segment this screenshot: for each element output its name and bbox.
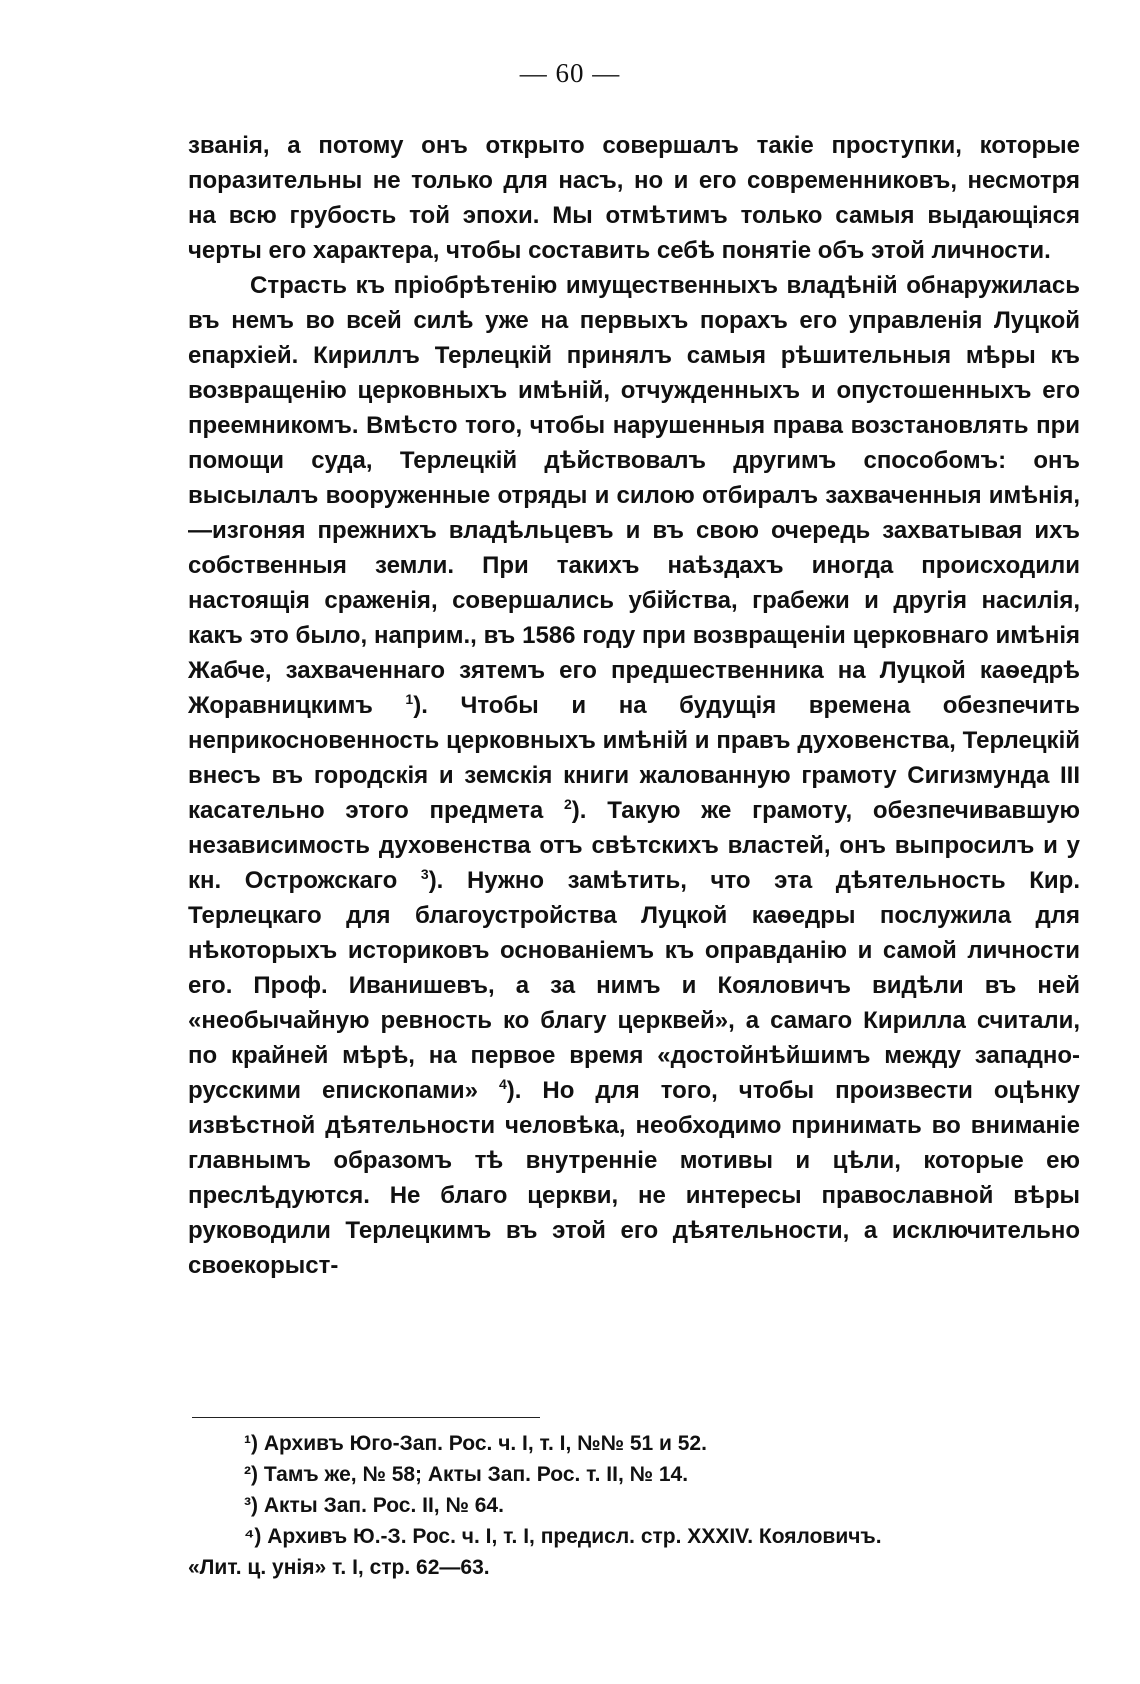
footnotes [188, 1428, 1080, 1583]
footnote-text: «Лит. ц. унія» т. I, стр. 62—63. [188, 1556, 490, 1579]
paragraph-2-part-4: ). Нужно замѣтить, что эта дѣятельность Кир. Терлецкаго для благоустройства Луцкой каѳедры послужила для нѣкоторыхъ историковъ основаніемъ къ оправданію и самой личности его. Проф. Иванишевъ, а за нимъ и Кояловичъ видѣли въ ней «необычайную ревность ко благу церквей», а самаго Кирилла считали, по крайней мѣрѣ, на первое время «достойнѣйшимъ между западно-русскими епископами» [188, 867, 1081, 1104]
footnote-text: Архивъ Ю.-З. Рос. ч. I, т. I, предисл. стр. XXXIV. Кояловичъ. [261, 1525, 882, 1548]
footnote-4-continuation [188, 1552, 1080, 1583]
footnote-ref-2: 2 [563, 796, 572, 812]
footnote-1 [188, 1428, 1080, 1459]
footnote-ref-4: 4 [498, 1076, 507, 1092]
paragraph-2-part-5: ). Но для того, чтобы произвести оцѣнку извѣстной дѣятельности человѣка, необходимо принимать во вниманіе главнымъ образомъ тѣ внутренніе мотивы и цѣли, которые ею преслѣдуются. Не благо церкви, не интересы православной вѣры руководили Терлецкимъ въ этой его дѣятельности, а исключительно своекорыст- [188, 1077, 1080, 1279]
paragraph-1: званія, а потому онъ открыто совершалъ такіе проступки, которые поразительны не только для насъ, но и его современниковъ, несмотря на всю грубость той эпохи. Мы отмѣтимъ только самыя выдающіяся черты его характера, чтобы составить себѣ понятіе объ этой личности. [188, 132, 1080, 264]
footnote-2 [188, 1459, 1080, 1490]
paragraph-2-part-3: ). Такую же грамоту, обезпечивавшую независимость духовенства отъ свѣтскихъ властей, онъ выпросилъ и у кн. Острожскаго [188, 797, 1080, 894]
footnote-text: Акты Зап. Рос. II, № 64. [258, 1494, 504, 1517]
footnote-text: Архивъ Юго-Зап. Рос. ч. I, т. I, №№ 51 и 52. [258, 1432, 707, 1455]
footnote-mark: ²) [244, 1463, 258, 1486]
body-text [188, 128, 1080, 1283]
footnote-4 [188, 1521, 1080, 1552]
paragraph-2-part-2: ). Чтобы и на будущія времена обезпечить неприкосновенность церковныхъ имѣній и правъ духовенства, Терлецкій внесъ въ городскія и земскія книги жалованную грамоту Сигизмунда III касательно этого предмета [188, 692, 1080, 824]
footnote-mark: ¹) [244, 1432, 258, 1455]
footnote-ref-3: 3 [420, 866, 429, 882]
paragraph-2-part-1: Страсть къ пріобрѣтенію имущественныхъ владѣній обнаружилась въ немъ во всей силѣ уже на первыхъ порахъ его управленія Луцкой епархіей. Кириллъ Терлецкій принялъ самыя рѣшительныя мѣры къ возвращенію церковныхъ имѣній, отчужденныхъ и опустошенныхъ его преемникомъ. Вмѣсто того, чтобы нарушенныя права возстановлять при помощи суда, Терлецкій дѣйствовалъ другимъ способомъ: онъ высылалъ вооруженные отряды и силою отбиралъ захваченныя имѣнія, —изгоняя прежнихъ владѣльцевъ и въ свою очередь захватывая ихъ собственныя земли. При такихъ наѣздахъ иногда происходили настоящія сраженія, совершались убійства, грабежи и другія насилія, какъ это было, наприм., въ 1586 году при возвращеніи церковнаго имѣнія Жабче, захваченнаго зятемъ его предшественника на Луцкой каѳедрѣ Жоравницкимъ [188, 272, 1080, 719]
footnote-text: Тамъ же, № 58; Акты Зап. Рос. т. II, № 14. [258, 1463, 689, 1486]
footnote-ref-1: 1 [405, 691, 414, 707]
footnote-mark: ³) [244, 1494, 258, 1517]
page-number: — 60 — [519, 58, 621, 88]
footnote-3 [188, 1490, 1080, 1521]
footnote-divider [192, 1417, 540, 1418]
footnote-mark: ⁴) [244, 1525, 262, 1548]
paragraph-2 [188, 268, 1080, 1283]
